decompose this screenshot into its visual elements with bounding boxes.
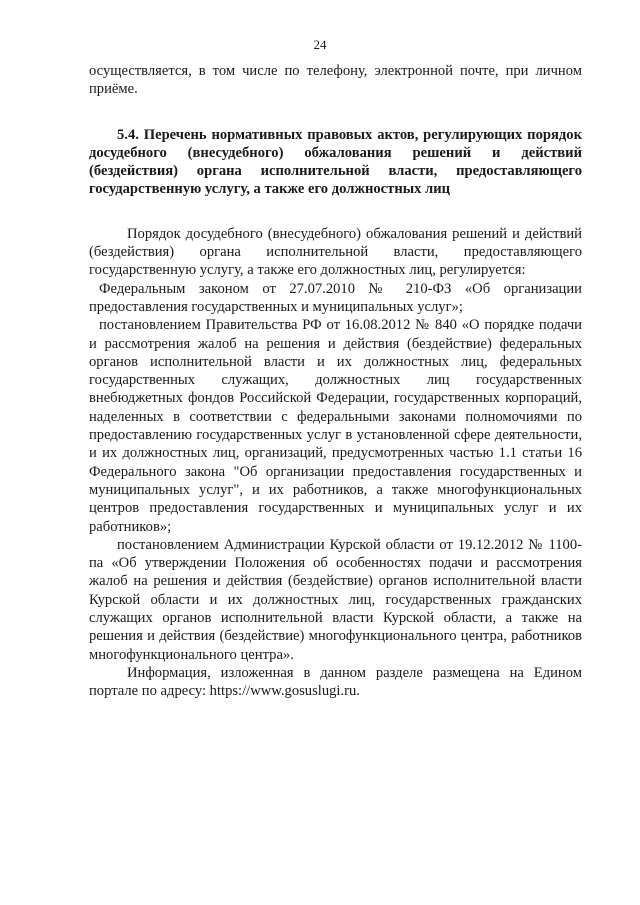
intro-paragraph: осуществляется, в том числе по телефону, электронной почте, при личном приёме. [89,63,582,98]
page-number: 24 [313,37,327,52]
paragraph-government-decree: постановлением Правительства РФ от 16.08.2012 № 840 «О порядке подачи и рассмотрения жалоб на решения и действия (бездействие) федеральных органов исполнительной власти и их должностных лиц, федеральных государственных служащих, должностных лиц государственных внебюджетных фондов Российской Федерации, государственных корпораций, наделенных в соответствии с федеральными законами полномочиями по предоставлению государственных услуг в установленной сфере деятельности, и их должностных лиц, организаций, предусмотренных частью 1.1 статьи 16 Федерального закона "Об организации предоставления государственных и муниципальных услуг", и их работников, а также многофункциональных центров предоставления государственных и муниципальных услуг и их работников»; [89,317,582,535]
paragraph-kursk-decree: постановлением Администрации Курской области от 19.12.2012 № 1100-па «Об утверждении Положения об особенностях подачи и рассмотрения жалоб на решения и действия (бездействие) органов исполнительной власти Курской области и их должностных лиц, государственных гражданских служащих органов исполнительной власти Курской области, а также на решения и действия (бездействие) многофункционального центра, работников многофункционального центра». [89,536,582,663]
section-heading: 5.4. Перечень нормативных правовых актов, регулирующих порядок досудебного (внесудебного) обжалования решений и действий (бездействия) органа исполнительной власти, предоставляющего государственную услугу, а также его должностных лиц [89,126,582,198]
paragraph-appeal-procedure: Порядок досудебного (внесудебного) обжалования решений и действий (бездействия) органа исполнительной власти, предоставляющего государственную услугу, а также его должностных лиц, регулируется: [89,225,582,279]
paragraph-information-portal: Информация, изложенная в данном разделе размещена на Едином портале по адресу: https://www.gosuslugi.ru. [89,664,582,700]
paragraph-federal-law: Федеральным законом от 27.07.2010 № 210-ФЗ «Об организации предоставления государственных и муниципальных услуг»; [89,280,582,315]
page-content [89,62,582,701]
